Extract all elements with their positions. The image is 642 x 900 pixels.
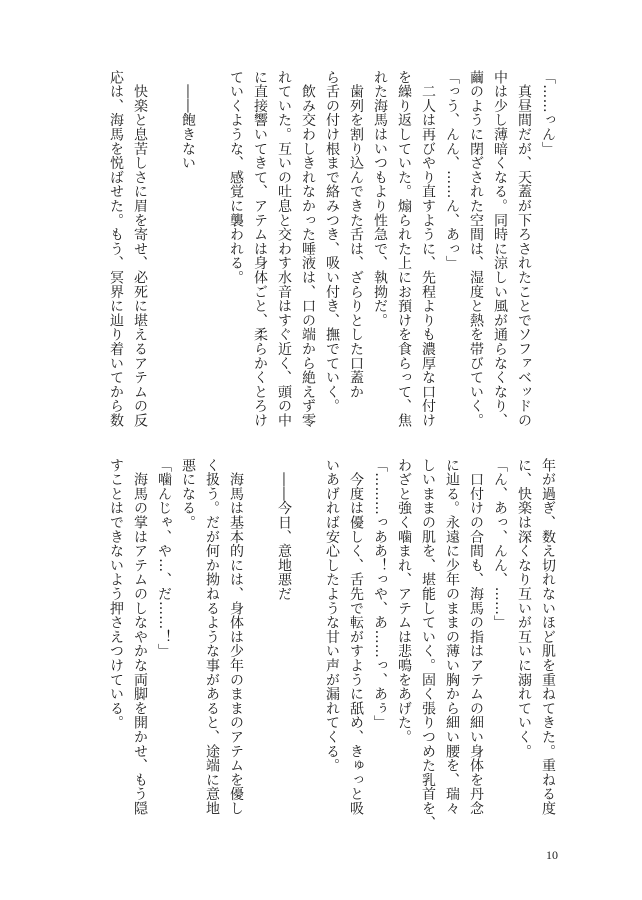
text-line: く扱う。だが何か拗ねるような事があると、途端に意地	[204, 458, 220, 816]
page-number: 10	[546, 848, 558, 862]
text-line: 「ん、あっ、んん、……」	[492, 458, 508, 630]
text-line: 海馬の掌はアテムのしなやかな両脚を開かせ、もう隠	[132, 458, 148, 816]
text-line: すことはできないよう押さえつけている。	[108, 458, 124, 730]
text-line: 繭のように閉ざされた空間は、湿度と熱を帯びていく。	[468, 70, 484, 428]
text-line: れていた。互いの吐息と交わす水音はすぐ近く、頭の中	[276, 70, 292, 428]
text-line: 二人は再びやり直すように、先程よりも濃厚な口付け	[420, 70, 436, 428]
text-block-bottom	[104, 458, 560, 830]
text-line: 快楽と息苦しさに眉を寄せ、必死に堪えるアテムの反	[132, 70, 148, 428]
text-line	[296, 458, 320, 823]
text-line	[200, 70, 224, 430]
text-line: 「噛んじゃ、や…、だ……！」	[156, 458, 172, 659]
text-line: 真昼間だが、天蓋が下ろされたことでソファベッドの	[516, 70, 532, 428]
text-line: 「……っん」	[540, 70, 556, 156]
text-line: を繰り返していた。煽られた上にお預けを食らって、焦	[396, 70, 412, 428]
text-line: 飲み交わしきれなかった唾液は、口の端から絶えず零	[300, 70, 316, 428]
text-line: 口付けの合間も、海馬の指はアテムの細い身体を丹念	[468, 458, 484, 816]
text-line: ――飽きない	[180, 70, 196, 171]
text-line: に直接響いてきて、アテムは身体ごと、柔らかくとろけ	[252, 70, 268, 428]
text-line: しいままの肌を、堪能していく。固く張りつめた乳首を、	[420, 458, 436, 830]
text-line: に、快楽は深くなり互いが互いに溺れていく。	[516, 458, 532, 759]
text-line: ――今日、意地悪だ	[276, 458, 292, 601]
text-line: 今度は優しく、舌先で転がすように舐め、きゅっと吸	[348, 458, 364, 816]
text-line	[248, 458, 272, 823]
text-line: 「………っああ！っや、あ……っ、あぅ」	[372, 458, 388, 730]
text-line: 応は、海馬を悦ばせた。もう、冥界に辿り着いてから数	[108, 70, 124, 428]
text-line: 中は少し薄暗くなる。同時に涼しい風が通らなくなり、	[492, 70, 508, 428]
text-line: 「っう、んん、……ん、あっ」	[444, 70, 460, 271]
text-line: ら舌の付け根まで絡みつき、吸い付き、撫でていく。	[324, 70, 340, 414]
text-line: に辿る。永遠に少年のままの薄い胸から細い腰を、瑞々	[444, 458, 460, 816]
text-line: ていくような、感覚に襲われる。	[228, 70, 244, 285]
text-line: 悪になる。	[180, 458, 196, 530]
text-line	[152, 70, 176, 430]
text-line: いあげれば安心したような甘い声が漏れてくる。	[324, 458, 340, 773]
text-line: れた海馬はいつもより性急で、執拗だ。	[372, 70, 388, 328]
text-line: 年が過ぎ、数え切れないほど肌を重ねてきた。重ねる度	[540, 458, 556, 816]
text-line: 歯列を割り込んできた舌は、ざらりとした口蓋か	[348, 70, 364, 399]
text-line: わざと強く噛まれ、アテムは悲鳴をあげた。	[396, 458, 412, 744]
text-line: 海馬は基本的には、身体は少年のままのアテムを優し	[228, 458, 244, 816]
text-block-top	[104, 70, 560, 430]
